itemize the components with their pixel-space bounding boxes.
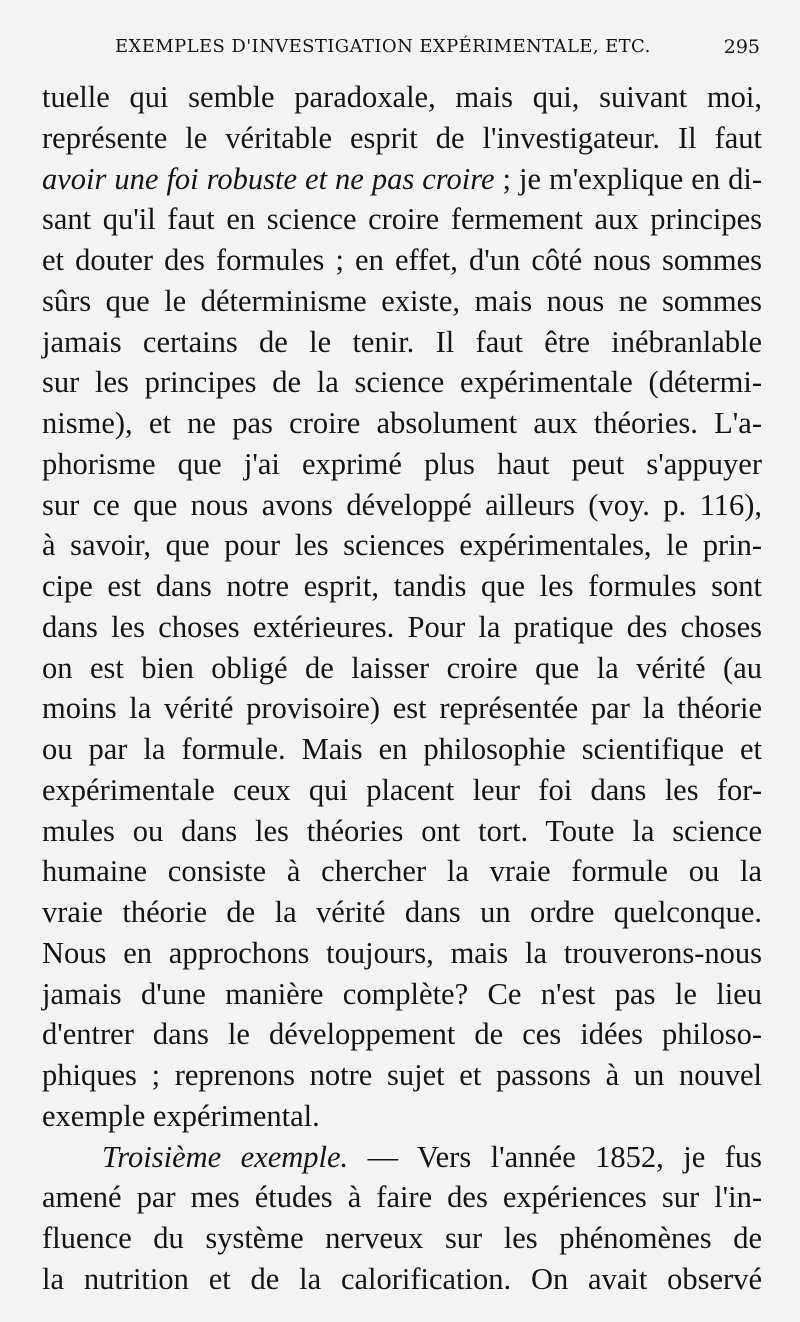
text-line: d'entrer dans le développement de ces idées philoso- [42, 1017, 762, 1052]
text-line [42, 1137, 762, 1178]
text-line: exemple expérimental. [42, 1098, 320, 1133]
running-header [0, 36, 800, 66]
page-number: 295 [723, 36, 760, 58]
text-line: expérimentale ceux qui placent leur foi dans les for- [42, 772, 762, 807]
body-text [42, 77, 762, 1300]
text-line: jamais certains de le tenir. Il faut être inébranlable [42, 324, 762, 359]
text-line: humaine consiste à chercher la vraie formule ou la [42, 854, 762, 889]
text-line [42, 159, 762, 200]
text-line: mules ou dans les théories ont tort. Toute la science [42, 813, 762, 848]
italic-phrase: avoir une foi robuste et ne pas croire [42, 161, 495, 196]
text-line: Nous en approchons toujours, mais la trouverons-nous [42, 935, 762, 970]
text-line: amené par mes études à faire des expériences sur l'in- [42, 1180, 762, 1215]
text-line: phorisme que j'ai exprimé plus haut peut s'appuyer [42, 446, 762, 481]
text-line: la nutrition et de la calorification. On avait observé [42, 1261, 762, 1296]
text-line: phiques ; reprenons notre sujet et passons à un nouvel [42, 1058, 762, 1092]
running-title: EXEMPLES D'INVESTIGATION EXPÉRIMENTALE, ETC. [115, 36, 651, 57]
section-heading-italic: Troisième exemple. [102, 1139, 349, 1174]
text-line: dans les choses extérieures. Pour la pratique des choses [42, 609, 762, 644]
text-line: fluence du système nerveux sur les phénomènes de [42, 1221, 762, 1255]
text-line: représente le véritable esprit de l'investigateur. Il faut [42, 120, 762, 155]
text-line: à savoir, que pour les sciences expérimentales, le prin- [42, 528, 762, 563]
text-line: on est bien obligé de laisser croire que la vérité (au [42, 650, 762, 685]
text-segment: — Vers l'année 1852, je fus [348, 1139, 762, 1174]
text-line: et douter des formules ; en effet, d'un côté nous sommes [42, 243, 762, 277]
text-line: sant qu'il faut en science croire fermement aux principes [42, 202, 762, 237]
text-line: tuelle qui semble paradoxale, mais qui, suivant moi, [42, 80, 762, 114]
text-line: nisme), et ne pas croire absolument aux théories. L'a- [42, 406, 762, 440]
text-line: sûrs que le déterminisme existe, mais nous ne sommes [42, 283, 762, 318]
text-line: jamais d'une manière complète? Ce n'est pas le lieu [42, 976, 762, 1011]
text-line: vraie théorie de la vérité dans un ordre quelconque. [42, 895, 762, 929]
text-line: ou par la formule. Mais en philosophie scientifique et [42, 732, 762, 766]
text-line: sur les principes de la science expérimentale (détermi- [42, 365, 762, 400]
text-line: sur ce que nous avons développé ailleurs (voy. p. 116), [42, 487, 762, 522]
text-segment: ; je m'explique en di- [494, 161, 762, 196]
text-line: cipe est dans notre esprit, tandis que les formules sont [42, 569, 762, 603]
text-line: moins la vérité provisoire) est représentée par la théorie [42, 691, 762, 726]
